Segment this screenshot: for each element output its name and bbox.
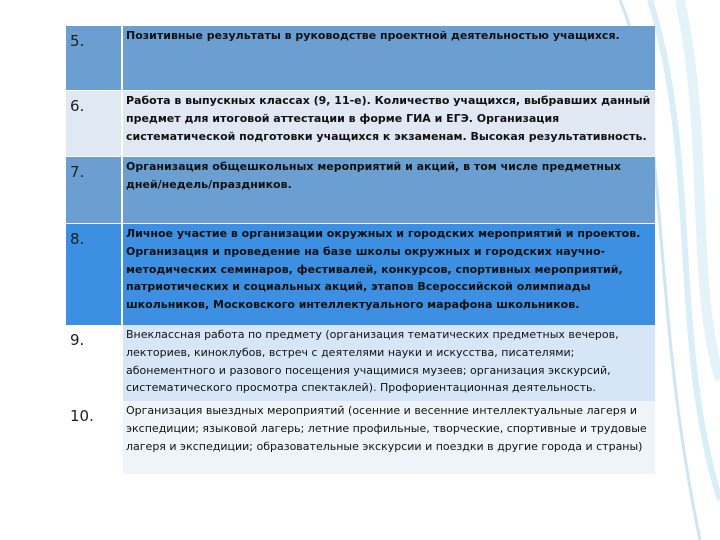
row-text: Позитивные результаты в руководстве проектной деятельностью учащихся. xyxy=(123,26,655,90)
table-row xyxy=(66,90,655,156)
row-number: 7. xyxy=(66,157,122,223)
row-text: Личное участие в организации окружных и городских мероприятий и проектов. Организация и проведение на базе школы окружных и городских научно-методических семинаров, фестивалей, конкурсов, спортивных мероприятий, патриотических и социальных акций, этапов Всероссийской олимпиады школьников, Московского интеллектуального марафона школьников. xyxy=(123,224,655,325)
row-number: 8. xyxy=(66,224,122,325)
row-text: Организация выездных мероприятий (осенние и весенние интеллектуальные лагеря и экспедиции; языковой лагерь; летние профильные, творческие, спортивные и трудовые лагеря и экспедиции; образовательные экскурсии и поездки в другие города и страны) xyxy=(123,401,655,474)
row-text: Работа в выпускных классах (9, 11-е). Количество учащихся, выбравших данный предмет для итоговой аттестации в форме ГИА и ЕГЭ. Организация систематической подготовки учащихся к экзаменам. Высокая результативность. xyxy=(123,91,655,156)
row-number: 6. xyxy=(66,91,122,156)
table-row xyxy=(66,223,655,325)
table-row xyxy=(66,156,655,223)
table-row xyxy=(66,401,655,474)
table-row xyxy=(66,325,655,401)
row-number: 5. xyxy=(66,26,122,90)
row-text: Организация общешкольных мероприятий и акций, в том числе предметных дней/недель/праздников. xyxy=(123,157,655,223)
row-number: 9. xyxy=(66,325,122,401)
row-text: Внеклассная работа по предмету (организация тематических предметных вечеров, лекториев, киноклубов, встреч с деятелями науки и искусства, писателями; абонементного и разового посещения учащимися музеев; организация экскурсий, систематического просмотра спектаклей). Профориентационная деятельность. xyxy=(123,325,655,401)
table-row xyxy=(66,26,655,90)
row-number: 10. xyxy=(66,401,122,474)
